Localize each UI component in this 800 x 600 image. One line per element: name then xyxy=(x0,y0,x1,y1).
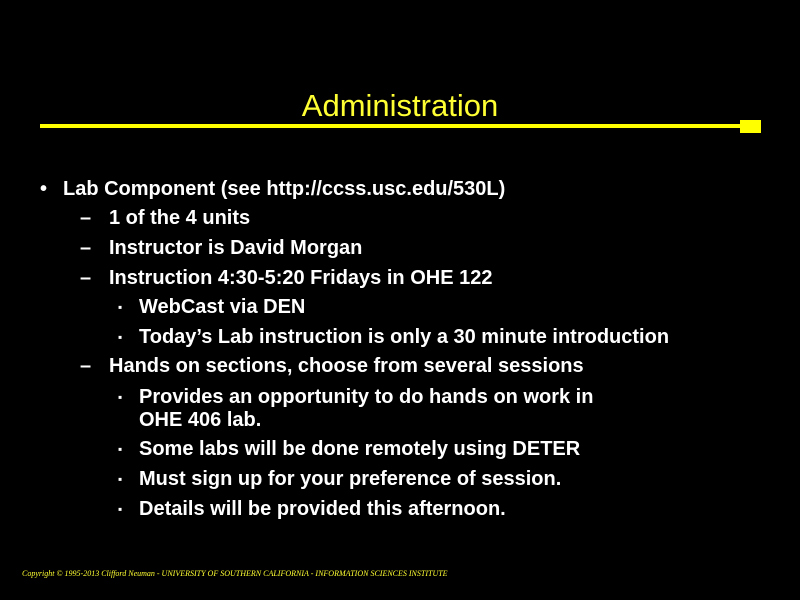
dash-marker: – xyxy=(80,207,92,229)
dash-marker: – xyxy=(80,237,92,259)
copyright-footer: Copyright © 1995-2013 Clifford Neuman - UNIVERSITY OF SOUTHERN CALIFORNIA - INFORMATION SCIENCES INSTITUTE xyxy=(22,569,448,578)
sub-sub-bullet-todays-lab: Today’s Lab instruction is only a 30 minute introduction xyxy=(139,326,670,348)
slide-title: Administration xyxy=(301,88,499,123)
sub-bullet-units: 1 of the 4 units xyxy=(109,207,251,229)
square-marker: ▪ xyxy=(118,442,123,456)
sub-bullet-instructor: Instructor is David Morgan xyxy=(109,237,363,259)
square-marker: ▪ xyxy=(118,472,123,486)
sub-sub-bullet-details: Details will be provided this afternoon. xyxy=(139,498,506,520)
sub-sub-bullet-opportunity: Provides an opportunity to do hands on work in xyxy=(139,386,594,408)
square-marker: ▪ xyxy=(118,390,123,404)
bullet-lab-component: Lab Component (see http://ccss.usc.edu/530L) xyxy=(63,178,506,200)
square-marker: ▪ xyxy=(118,330,123,344)
sub-bullet-instruction-time: Instruction 4:30-5:20 Fridays in OHE 122 xyxy=(109,267,493,289)
sub-bullet-hands-on: Hands on sections, choose from several sessions xyxy=(109,355,584,377)
square-marker: ▪ xyxy=(118,300,123,314)
sub-sub-bullet-deter: Some labs will be done remotely using DETER xyxy=(139,438,581,460)
square-marker: ▪ xyxy=(118,502,123,516)
dash-marker: – xyxy=(80,355,92,377)
sub-sub-bullet-webcast: WebCast via DEN xyxy=(139,296,306,318)
title-underline xyxy=(40,124,742,128)
dash-marker: – xyxy=(80,267,92,289)
title-underline-endcap xyxy=(740,120,761,133)
sub-sub-bullet-sign-up: Must sign up for your preference of session. xyxy=(139,468,562,490)
sub-sub-bullet-opportunity-cont: OHE 406 lab. xyxy=(139,409,262,431)
bullet-marker: • xyxy=(40,178,48,200)
